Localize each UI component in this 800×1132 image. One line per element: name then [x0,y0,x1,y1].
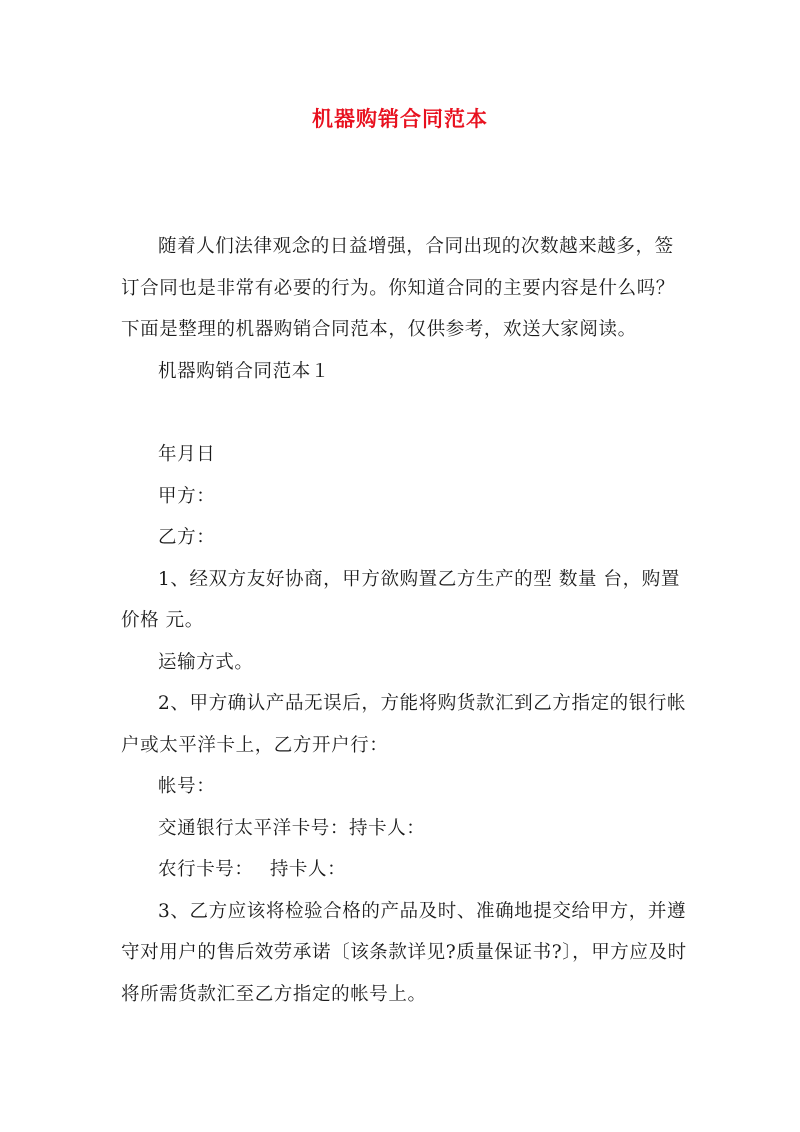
abc-card-line: 农行卡号： 持卡人： [158,859,347,880]
section-heading: 机器购销合同范本１ [158,361,330,382]
contract-body [121,434,687,1015]
document-title: 机器购销合同范本 [312,106,488,131]
bocom-card-line: 交通银行太平洋卡号：持卡人： [158,817,426,839]
account-line: 帐号： [158,776,216,797]
clause-3: 3、乙方应该将检验合格的产品及时、准确地提交给甲方，并遵守对用户的售后效劳承诺〔该条款详见?质量保证书?〕，甲方应及时将所需货款汇至乙方指定的帐号上。 [121,900,687,1005]
transport-line: 运输方式。 [158,651,254,673]
intro-paragraph [121,226,687,351]
date-line: 年月日 [158,444,216,465]
clause-1: 1、经双方友好协商，甲方欲购置乙方生产的型 数量 台，购置价格 元。 [121,568,680,631]
section-heading-block [121,351,687,393]
intro-text: 随着人们法律观念的日益增强，合同出现的次数越来越多，签订合同也是非常有必要的行为。你知道合同的主要内容是什么吗？下面是整理的机器购销合同范本，仅供参考，欢送大家阅读。 [121,236,675,340]
party-a-line: 甲方： [158,485,216,507]
clause-2: 2、甲方确认产品无误后，方能将购货款汇到乙方指定的银行帐户或太平洋卡上，乙方开户行： [121,693,687,756]
party-b-line: 乙方： [158,527,216,548]
